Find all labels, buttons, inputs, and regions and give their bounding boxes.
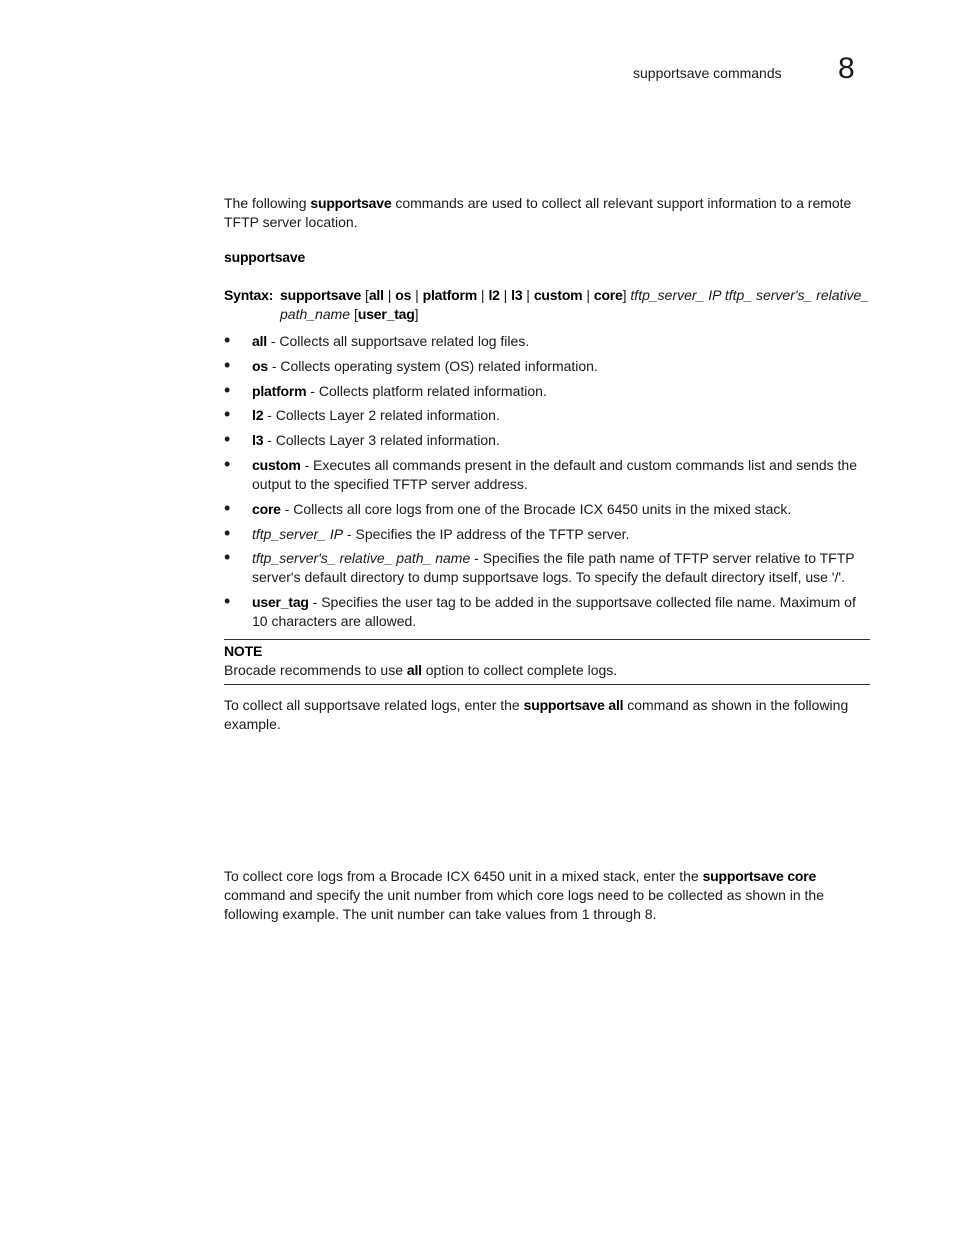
syntax-args: tftp_server_ IP tftp_ server's_ relative_ path_name [280, 287, 870, 322]
supportsave-all-paragraph: To collect all supportsave related logs, enter the supportsave all command as shown in the following example. [224, 697, 849, 733]
list-item: • l2 - Collects Layer 2 related information. [224, 404, 500, 425]
bullet-icon: • [224, 453, 231, 474]
list-item: • l3 - Collects Layer 3 related information. [224, 429, 500, 450]
bullet-icon: • [224, 354, 231, 375]
bullet-icon: • [224, 497, 231, 518]
list-item: • user_tag - Specifies the user tag to be added in the supportsave collected file name. Maximum of 10 characters are allowed. [224, 591, 856, 630]
note-text: Brocade recommends to use all option to collect complete logs. [224, 662, 618, 679]
intro-paragraph: The following supportsave commands are used to collect all relevant support information to a remote TFTP server location. [224, 195, 852, 230]
bullet-icon: • [224, 330, 231, 350]
syntax-label: Syntax: [224, 287, 274, 303]
syntax-block: Syntax: supportsave [all | os | platform | l2 | l3 | custom | core] tftp_server_ IP tftp_ server's_ relative_ path_name [user_tag] [224, 287, 870, 322]
intro-keyword: supportsave [310, 195, 392, 211]
list-item: • platform - Collects platform related information. [224, 379, 547, 400]
bullet-icon: • [224, 547, 231, 568]
bullet-icon: • [224, 379, 231, 400]
note-box [224, 639, 870, 685]
syntax-user-tag: user_tag [357, 306, 415, 322]
bullet-icon: • [224, 429, 231, 450]
list-item: • core - Collects all core logs from one of the Brocade ICX 6450 units in the mixed stack. [224, 497, 792, 518]
bullet-icon: • [224, 591, 231, 612]
note-label: NOTE [224, 643, 263, 660]
list-item: • custom - Executes all commands present in the default and custom commands list and sends the output to the specified TFTP server address. [224, 453, 857, 492]
option-list [224, 332, 872, 631]
header-title: supportsave commands [633, 65, 782, 81]
command-heading: supportsave [224, 249, 306, 265]
page-content [224, 194, 872, 924]
bullet-icon: • [224, 404, 231, 425]
supportsave-core-paragraph: To collect core logs from a Brocade ICX 6450 unit in a mixed stack, enter the supportsave core command and specify the unit number from which core logs need to be collected as shown in the following example. The unit number can take values from 1 through 8. [224, 868, 824, 923]
chapter-number: 8 [838, 52, 855, 85]
list-item: • os - Collects operating system (OS) related information. [224, 354, 598, 375]
bullet-icon: • [224, 522, 231, 543]
list-item: • tftp_server_ IP - Specifies the IP address of the TFTP server. [224, 522, 630, 543]
list-item: • tftp_server's_ relative_ path_ name - Specifies the file path name of TFTP server relative to TFTP server's default directory to dump supportsave logs. To specify the default directory itself, use '/'. [224, 547, 855, 586]
syntax-command: supportsave [280, 287, 362, 303]
list-item: • all - Collects all supportsave related log files. [224, 330, 530, 350]
